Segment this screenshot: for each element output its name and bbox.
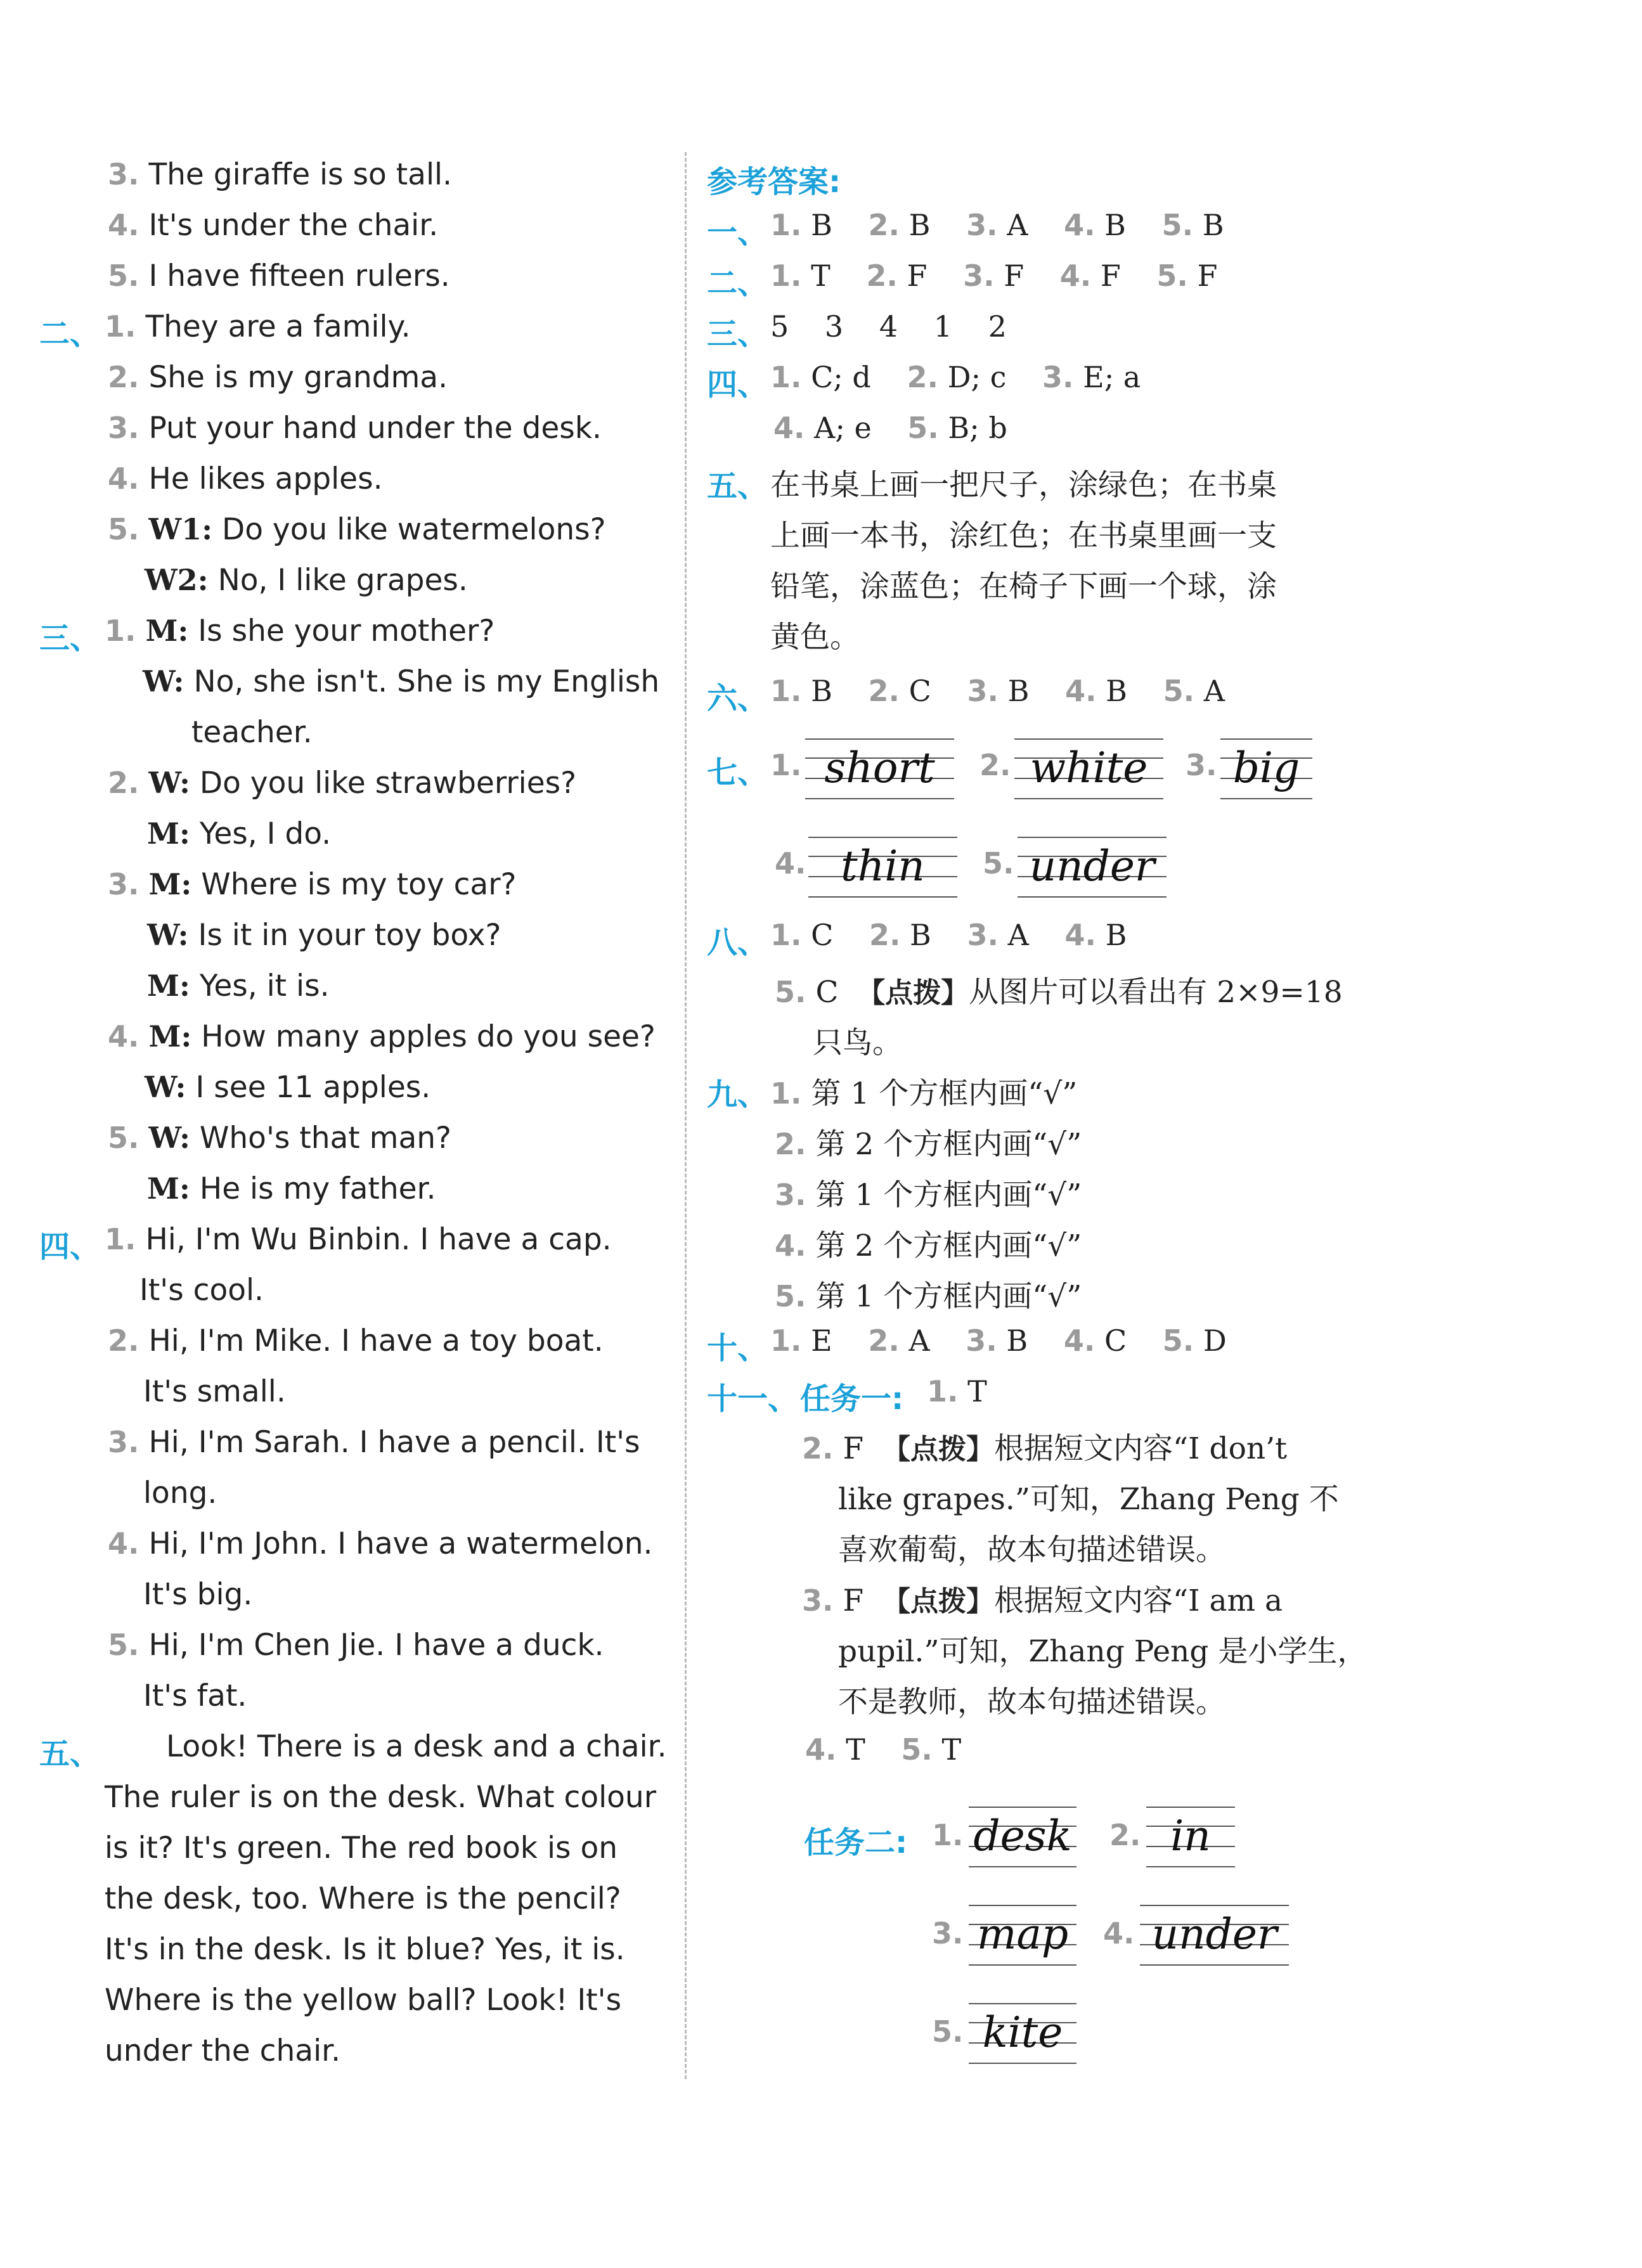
dialogue-line: M: Yes, it is.	[147, 969, 330, 1003]
word-number: 1.	[770, 748, 802, 782]
section-label: 十一、	[707, 1381, 799, 1417]
list-item-cont: It's cool.	[139, 1273, 264, 1308]
answer-word: thin	[841, 842, 925, 891]
passage-line: Where is the yellow ball? Look! It's	[105, 1983, 622, 2018]
dialogue-line: 4. M: How many apples do you see?	[108, 1019, 656, 1054]
list-item: 3. Put your hand under the desk.	[108, 411, 602, 446]
answer-row: 1. T	[927, 1374, 987, 1408]
list-item: 3. The giraffe is so tall.	[108, 157, 452, 192]
answer-row: 1. B 2. B 3. A 4. B 5. B	[770, 208, 1224, 242]
section-label: 二、	[707, 266, 768, 301]
word-number: 5.	[983, 846, 1014, 880]
answer-text-line: 在书桌上画一把尺子，涂绿色；在书桌	[770, 468, 1277, 503]
answer-word: short	[824, 744, 935, 792]
answers-heading: 参考答案:	[707, 164, 841, 200]
section-label: 四、	[707, 367, 768, 403]
list-item-cont: It's big.	[143, 1577, 253, 1612]
answer-row: 4. A; e 5. B; b	[773, 411, 1007, 445]
section-label: 五、	[39, 1736, 101, 1772]
answer-text-line: 上画一本书，涂红色；在书桌里画一支	[770, 519, 1277, 553]
answer-explanation: 喜欢葡萄，故本句描述错误。	[838, 1533, 1225, 1568]
handwriting-box	[808, 830, 957, 906]
list-item: 4. Hi, I'm John. I have a watermelon.	[108, 1526, 653, 1561]
answer-text-line: 铅笔，涂蓝色；在椅子下画一个球，涂	[770, 569, 1277, 604]
section-label: 一、	[707, 215, 768, 250]
column-divider	[685, 152, 687, 2079]
passage-line: The ruler is on the desk. What colour	[105, 1780, 657, 1815]
dialogue-line: M: Yes, I do.	[147, 816, 332, 851]
list-item: 4. It's under the chair.	[108, 208, 439, 243]
section-label: 七、	[707, 755, 768, 790]
dialogue-line: W: No, she isn't. She is my English	[143, 664, 660, 699]
answer-row: 1. C; d 2. D; c 3. E; a	[770, 360, 1141, 394]
passage-line: is it? It's green. The red book is on	[105, 1831, 617, 1865]
answer-row: 2. 第 2 个方框内画“√”	[775, 1127, 1082, 1162]
list-item: 2. Hi, I'm Mike. I have a toy boat.	[108, 1324, 604, 1358]
section-label: 五、	[707, 468, 768, 504]
word-number: 3.	[1186, 748, 1217, 782]
passage-line: Look! There is a desk and a chair.	[166, 1729, 667, 1764]
handwriting-box	[969, 1800, 1076, 1876]
answer-row: 1. E 2. A 3. B 4. C 5. D	[770, 1324, 1227, 1358]
section-label: 九、	[707, 1077, 768, 1112]
section-label: 三、	[707, 316, 768, 352]
section-label: 四、	[39, 1229, 101, 1265]
list-item: 5. I have fifteen rulers.	[108, 259, 450, 293]
passage-line: under the chair.	[105, 2033, 341, 2068]
section-label: 十、	[707, 1331, 768, 1366]
answer-row: 5 3 4 1 2	[770, 309, 1007, 344]
answer-row: 1. T 2. F 3. F 4. F 5. F	[770, 259, 1218, 293]
answer-word: big	[1232, 744, 1300, 792]
dialogue-line: W2: No, I like grapes.	[145, 563, 468, 598]
answer-row: 4. 第 2 个方框内画“√”	[775, 1228, 1082, 1263]
passage-line: It's in the desk. Is it blue? Yes, it is.	[105, 1932, 625, 1967]
passage-line: the desk, too. Where is the pencil?	[105, 1881, 621, 1916]
word-number: 3.	[932, 1916, 964, 1950]
handwriting-box	[969, 1898, 1076, 1975]
list-item: 4. He likes apples.	[108, 461, 383, 496]
answer-explanation: 3. F 【点拨】根据短文内容“I am a	[802, 1583, 1283, 1618]
answer-row: 1. B 2. C 3. B 4. B 5. A	[770, 674, 1225, 708]
list-item: 5. W1: Do you like watermelons?	[108, 512, 606, 547]
section-label: 二、	[39, 316, 101, 352]
word-number: 1.	[932, 1818, 964, 1852]
list-item: 1. They are a family.	[105, 309, 411, 344]
dialogue-line: W: Is it in your toy box?	[147, 918, 501, 953]
dialogue-line: 1. M: Is she your mother?	[105, 614, 495, 648]
answer-row: 1. 第 1 个方框内画“√”	[770, 1076, 1078, 1111]
task-label: 任务二:	[804, 1825, 908, 1860]
answer-word: in	[1170, 1812, 1211, 1860]
list-item-cont: It's fat.	[143, 1678, 247, 1713]
word-number: 2.	[1109, 1818, 1141, 1852]
section-label: 八、	[707, 925, 768, 960]
handwriting-box	[1014, 732, 1163, 808]
dialogue-line: 2. W: Do you like strawberries?	[108, 766, 577, 801]
handwriting-box	[969, 1997, 1076, 2073]
word-number: 4.	[775, 846, 806, 880]
answer-row: 5. 第 1 个方框内画“√”	[775, 1279, 1082, 1314]
task-label: 任务一:	[800, 1381, 904, 1417]
answer-explanation: 2. F 【点拨】根据短文内容“I don’t	[802, 1431, 1287, 1466]
handwriting-box	[1146, 1800, 1235, 1876]
answer-explanation: 5. C 【点拨】从图片可以看出有 2×9=18	[775, 975, 1343, 1010]
answer-word: white	[1030, 744, 1148, 792]
list-item: 5. Hi, I'm Chen Jie. I have a duck.	[108, 1628, 604, 1663]
section-label: 三、	[39, 621, 101, 656]
answer-explanation: 只鸟。	[813, 1026, 902, 1060]
answer-word: kite	[982, 2008, 1063, 2057]
word-number: 5.	[932, 2014, 964, 2049]
answer-row: 4. T 5. T	[805, 1732, 962, 1767]
dialogue-line: M: He is my father.	[147, 1171, 436, 1206]
dialogue-line: W: I see 11 apples.	[145, 1070, 431, 1105]
handwriting-box	[805, 732, 954, 808]
answer-word: map	[976, 1910, 1069, 1959]
word-number: 2.	[979, 748, 1011, 782]
handwriting-box	[1018, 830, 1167, 906]
answer-explanation: 不是教师，故本句描述错误。	[838, 1685, 1225, 1720]
answer-text-line: 黄色。	[770, 620, 860, 655]
answer-row: 1. C 2. B 3. A 4. B	[770, 918, 1127, 952]
dialogue-line: 5. W: Who's that man?	[108, 1121, 451, 1156]
answer-word: under	[1151, 1910, 1277, 1959]
dialogue-line: 3. M: Where is my toy car?	[108, 867, 517, 902]
answer-word: desk	[973, 1812, 1072, 1860]
list-item: 2. She is my grandma.	[108, 360, 448, 395]
handwriting-box	[1140, 1898, 1289, 1975]
answer-explanation: pupil.”可知，Zhang Peng 是小学生，	[838, 1634, 1367, 1669]
answer-row: 3. 第 1 个方框内画“√”	[775, 1178, 1082, 1213]
section-label: 六、	[707, 681, 768, 716]
list-item: 1. Hi, I'm Wu Binbin. I have a cap.	[105, 1222, 612, 1257]
answer-word: under	[1029, 842, 1155, 891]
dialogue-line: teacher.	[191, 715, 313, 750]
answer-explanation: like grapes.”可知，Zhang Peng 不	[838, 1482, 1339, 1517]
handwriting-box	[1220, 732, 1312, 808]
list-item-cont: It's small.	[143, 1374, 286, 1409]
list-item-cont: long.	[143, 1476, 217, 1511]
word-number: 4.	[1103, 1916, 1135, 1950]
list-item: 3. Hi, I'm Sarah. I have a pencil. It's	[108, 1425, 640, 1460]
